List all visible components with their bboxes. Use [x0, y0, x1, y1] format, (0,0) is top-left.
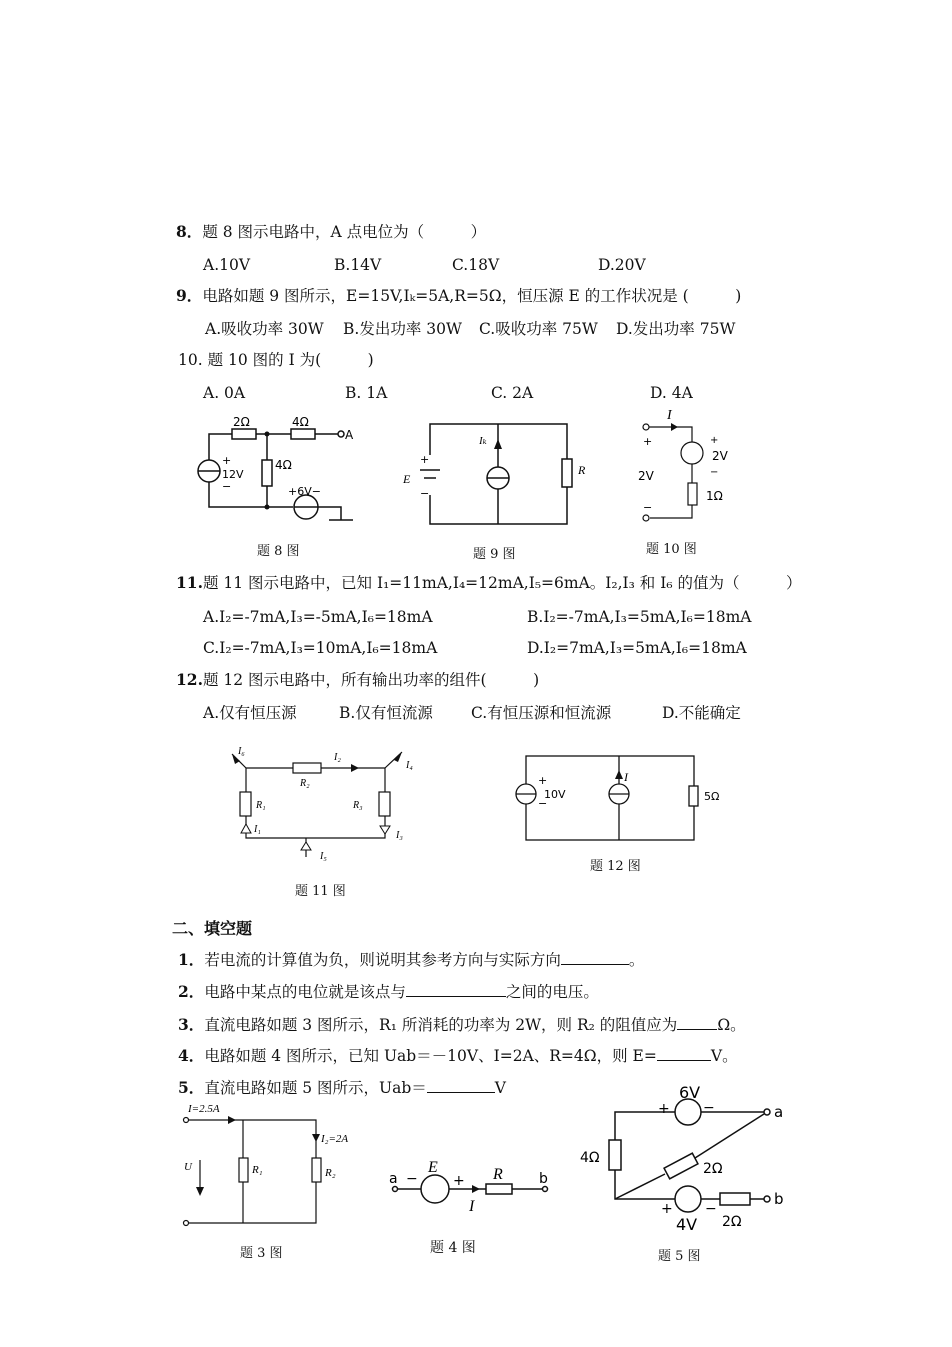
- question-text-end: 之间的电压。: [505, 983, 599, 1001]
- fig5-4v-label: 4V: [676, 1215, 698, 1234]
- fig4-e-label: E: [428, 1159, 438, 1176]
- fig11-i2-label: I₂: [334, 752, 341, 763]
- question-10: 10. 题 10 图的 I 为( ): [178, 351, 374, 369]
- fig4-plus-sign: +: [453, 1173, 465, 1189]
- question-number: 11.: [176, 573, 203, 592]
- answer-blank[interactable]: [406, 980, 506, 997]
- fig12-voltage-label: 10V: [544, 788, 566, 801]
- figure-10-caption: 题 10 图: [646, 542, 697, 557]
- q11-option-d: D.I₂=7mA,I₃=5mA,I₆=18mA: [527, 639, 747, 657]
- q9-option-b: B.发出功率 30W: [343, 320, 462, 338]
- question-text: 电路如题 9 图所示，E=15V,Iₖ=5A,R=5Ω，恒压源 E 的工作状况是 ( ): [202, 287, 742, 305]
- answer-blank[interactable]: [427, 1076, 495, 1093]
- fig5-2ohm-label: 2Ω: [722, 1214, 742, 1230]
- fig10-plus-sign: +: [643, 435, 653, 448]
- question-text: 电路如题 4 图所示，已知 Uab＝－10V、I=2A、R=4Ω，则 E=: [204, 1047, 657, 1065]
- question-text: 题 12 图示电路中，所有输出功率的组件( ): [202, 671, 540, 689]
- fig11-r3-label: R₃: [353, 800, 363, 811]
- fig10-resistor-label: 1Ω: [706, 489, 723, 503]
- question-11: [176, 573, 802, 593]
- fig3-i-label: I=2.5A: [188, 1103, 220, 1115]
- fig4-i-label: I: [469, 1198, 475, 1215]
- answer-blank[interactable]: [657, 1044, 711, 1061]
- q9-option-a: A.吸收功率 30W: [205, 320, 324, 338]
- q11-option-c: C.I₂=-7mA,I₃=10mA,I₆=18mA: [203, 639, 438, 657]
- section-heading: 二、填空题: [172, 919, 253, 938]
- fig11-i1-label: I₁: [254, 824, 261, 835]
- q9-option-d: D.发出功率 75W: [616, 320, 736, 338]
- fig3-r1-label: R₁: [252, 1164, 263, 1176]
- q8-option-c: C.18V: [452, 256, 500, 274]
- figure-9-circuit: [395, 415, 585, 535]
- figure-8-circuit: [195, 410, 365, 530]
- answer-blank[interactable]: [561, 948, 629, 965]
- fig8-source-label: 12V: [222, 468, 244, 481]
- question-text: 题 8 图示电路中，A 点电位为（ ）: [202, 223, 487, 241]
- figure-5-circuit: [575, 1082, 790, 1237]
- q10-option-d: D. 4A: [650, 384, 693, 402]
- q8-option-b: B.14V: [334, 256, 382, 274]
- q12-option-c: C.有恒压源和恒流源: [471, 704, 612, 722]
- fig12-i-label: I: [624, 770, 628, 784]
- q10-option-b: B. 1A: [345, 384, 388, 402]
- fig9-r-label: R: [578, 463, 586, 477]
- figure-11-caption: 题 11 图: [295, 884, 346, 899]
- fig5-a-label: a: [774, 1103, 784, 1121]
- blank-question-2: 2．电路中某点的电位就是该点与 之间的电压。: [178, 982, 599, 1001]
- figure-9-caption: 题 9 图: [473, 547, 516, 562]
- fig10-i-label: I: [667, 408, 672, 423]
- fig9-minus-sign: −: [420, 487, 430, 500]
- figure-3-caption: 题 3 图: [240, 1246, 283, 1261]
- fig5-b-label: b: [774, 1190, 784, 1208]
- question-number: 9: [176, 286, 187, 305]
- fig11-i3-label: I₃: [396, 830, 403, 841]
- fig8-plus-sign: +: [222, 454, 232, 467]
- fig3-i2-label: I₂=2A: [321, 1133, 349, 1145]
- question-text: 若电流的计算值为负，则说明其参考方向与实际方向: [204, 951, 561, 969]
- fig5-2ohm-diag-label: 2Ω: [703, 1161, 723, 1177]
- blank-question-5: 5．直流电路如题 5 图所示，Uab＝ V: [178, 1078, 506, 1097]
- blank-question-3: 3．直流电路如题 3 图所示，R₁ 所消耗的功率为 2W，则 R₂ 的阻值应为 Ω。: [178, 1015, 746, 1034]
- question-text: 直流电路如题 3 图所示，R₁ 所消耗的功率为 2W，则 R₂ 的阻值应为: [204, 1016, 678, 1034]
- fig5-4v-plus: +: [661, 1201, 673, 1217]
- figure-4-circuit: [385, 1155, 555, 1215]
- question-12: [176, 670, 539, 690]
- figure-12-circuit: [510, 752, 720, 847]
- fig4-r-label: R: [493, 1166, 503, 1183]
- question-text-end: V: [494, 1079, 506, 1097]
- fig4-minus-sign: −: [406, 1171, 418, 1187]
- fig8-node-a-label: A: [345, 428, 354, 442]
- fig5-6v-label: 6V: [679, 1083, 701, 1102]
- q12-option-d: D.不能确定: [662, 704, 741, 722]
- question-text: 电路中某点的电位就是该点与: [204, 983, 406, 1001]
- question-8: 8．题 8 图示电路中，A 点电位为（ ）: [176, 222, 487, 241]
- figure-5-caption: 题 5 图: [658, 1249, 701, 1264]
- fig5-6v-minus: −: [703, 1100, 715, 1116]
- fig4-a-label: a: [389, 1171, 398, 1187]
- fig10-src-plus: +: [710, 435, 719, 446]
- question-text-end: V。: [710, 1047, 738, 1065]
- fig8-r2-label: 4Ω: [292, 415, 309, 429]
- figure-11-circuit: [218, 742, 418, 872]
- fig12-minus-sign: −: [538, 797, 548, 810]
- figure-4-caption: 题 4 图: [430, 1240, 476, 1256]
- blank-question-1: 1．若电流的计算值为负，则说明其参考方向与实际方向 。: [178, 950, 645, 969]
- fig9-plus-sign: +: [420, 453, 430, 466]
- figure-12-caption: 题 12 图: [590, 859, 641, 874]
- question-number: 4: [178, 1046, 189, 1065]
- fig8-minus-sign: −: [222, 480, 232, 493]
- fig11-r1-label: R₁: [256, 800, 266, 811]
- fig10-minus-sign: −: [643, 501, 653, 514]
- q10-option-c: C. 2A: [491, 384, 534, 402]
- fig5-4ohm-label: 4Ω: [580, 1150, 600, 1166]
- fig10-source-voltage: 2V: [712, 449, 728, 463]
- fig4-b-label: b: [539, 1171, 548, 1187]
- fig3-r2-label: R₂: [325, 1167, 336, 1179]
- question-number: 5: [178, 1078, 189, 1097]
- fig11-i5-label: I₅: [320, 851, 327, 862]
- fig10-src-minus: −: [710, 467, 719, 478]
- fig3-u-label: U: [184, 1161, 192, 1173]
- question-text-end: 。: [628, 951, 645, 969]
- fig12-resistor-label: 5Ω: [704, 790, 720, 803]
- figure-3-circuit: [178, 1098, 363, 1233]
- q11-option-b: B.I₂=-7mA,I₃=5mA,I₆=18mA: [527, 608, 752, 626]
- question-number: 1: [178, 950, 189, 969]
- q11-option-a: A.I₂=-7mA,I₃=-5mA,I₆=18mA: [203, 608, 433, 626]
- fig8-r1-label: 2Ω: [233, 415, 250, 429]
- fig9-e-label: E: [403, 472, 411, 486]
- fig11-i6-label: I₆: [238, 746, 245, 757]
- fig12-plus-sign: +: [538, 774, 548, 787]
- fig8-r3-label: 4Ω: [275, 458, 292, 472]
- question-text-end: Ω。: [717, 1016, 746, 1034]
- question-number: 3: [178, 1015, 189, 1034]
- fig5-4v-minus: −: [705, 1201, 717, 1217]
- q10-option-a: A. 0A: [203, 384, 246, 402]
- q9-option-c: C.吸收功率 75W: [479, 320, 598, 338]
- fig5-6v-plus: +: [658, 1101, 670, 1117]
- q8-option-a: A.10V: [203, 256, 251, 274]
- fig10-left-voltage: 2V: [638, 469, 654, 483]
- question-text: 直流电路如题 5 图所示，Uab＝: [204, 1079, 427, 1097]
- question-number: 12.: [176, 670, 203, 689]
- fig8-6v-label: +6V−: [288, 485, 321, 498]
- question-number: 2: [178, 982, 189, 1001]
- answer-blank[interactable]: [677, 1013, 717, 1030]
- blank-question-4: 4．电路如题 4 图所示，已知 Uab＝－10V、I=2A、R=4Ω，则 E= V。: [178, 1046, 738, 1065]
- fig11-i4-label: I₄: [406, 760, 413, 771]
- question-9: 9．电路如题 9 图所示，E=15V,Iₖ=5A,R=5Ω，恒压源 E 的工作状况是 ( ): [176, 286, 742, 305]
- figure-10-circuit: [630, 405, 740, 530]
- question-text: 题 11 图示电路中，已知 I₁=11mA,I₄=12mA,I₅=6mA。I₂,I₃ 和 I₆ 的值为（ ）: [202, 574, 802, 592]
- q12-option-a: A.仅有恒压源: [203, 704, 297, 722]
- q8-option-d: D.20V: [598, 256, 646, 274]
- q12-option-b: B.仅有恒流源: [339, 704, 433, 722]
- fig11-r2-label: R₂: [300, 778, 310, 789]
- question-number: 8: [176, 222, 187, 241]
- figure-8-caption: 题 8 图: [257, 544, 300, 559]
- fig9-ik-label: Iₖ: [479, 435, 487, 447]
